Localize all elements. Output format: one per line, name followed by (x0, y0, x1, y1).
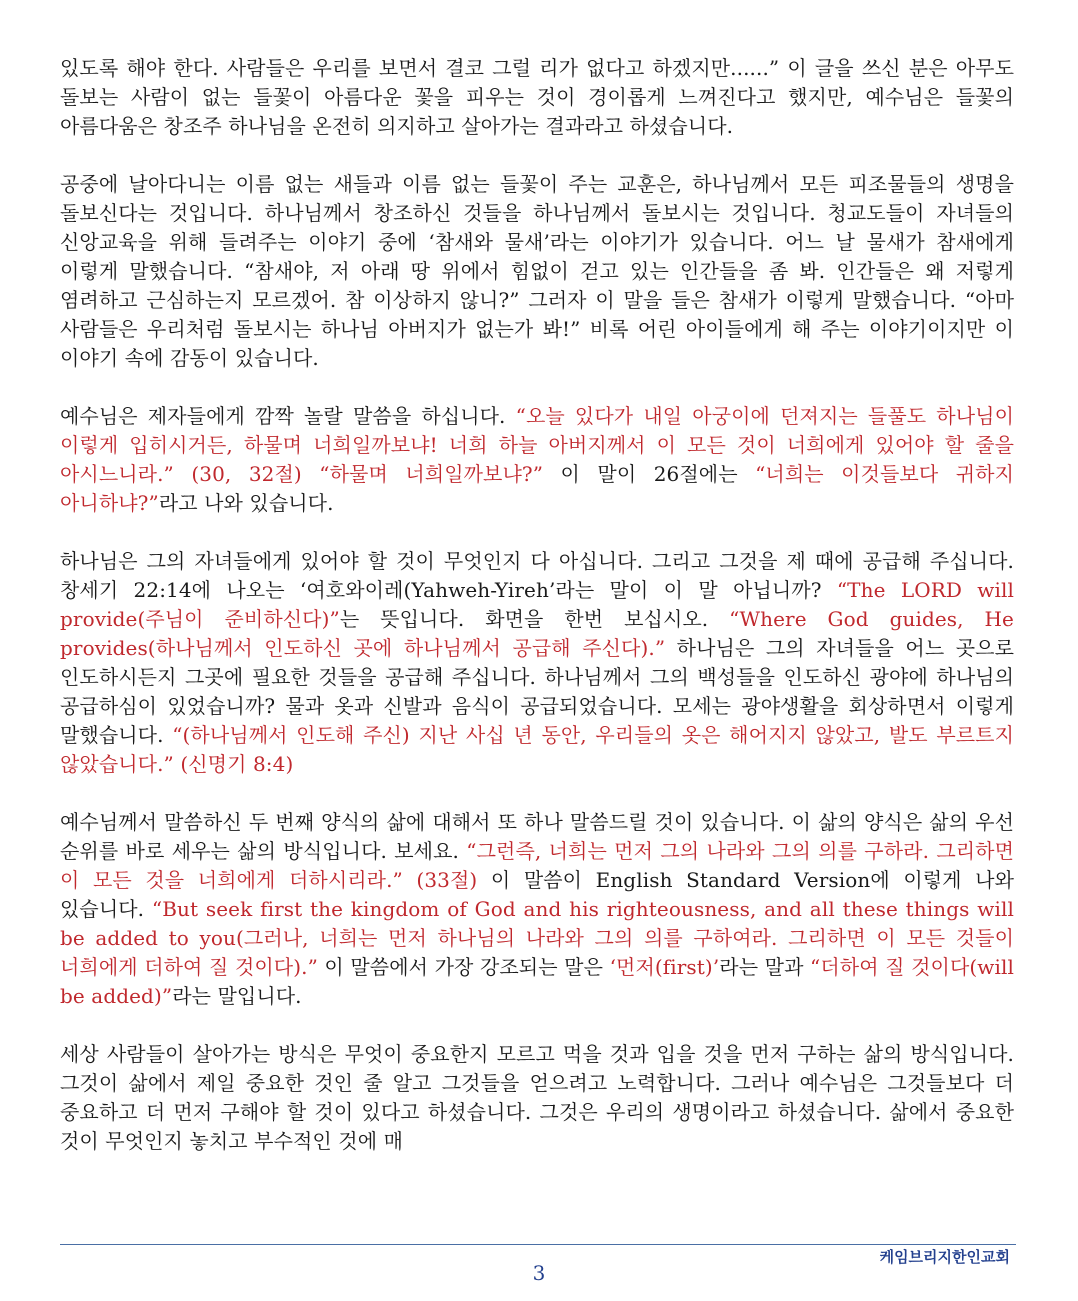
text-run: 세상 사람들이 살아가는 방식은 무엇이 중요한지 모르고 먹을 것과 입을 것을 먼저 구하는 삶의 방식입니다. 그것이 삶에서 제일 중요한 것인 줄 알고 그것들을 얻으려고 노력합니다. 그러나 예수님은 그것들보다 더 중요하고 더 먼저 구해야 할 것이 있다고 하셨습니다. 그것은 우리의 생명이라고 하셨습니다. 삶에서 중요한 것이 무엇인지 놓치고 부수적인 것에 매 (60, 1042, 1014, 1153)
text-run: 라는 말입니다. (172, 984, 302, 1008)
scripture-quote: “But seek first the kingdom of God and his righteousness, and all these things will be added to you(그러나, 너희는 먼저 하나님의 나라와 그의 의를 구하여라. 그리하면 이 모든 것들이 너희에게 더하여 질 것이다).” (60, 897, 1014, 979)
body-paragraph (60, 54, 1014, 141)
scripture-quote: “그런즉, 너희는 먼저 그의 나라와 그의 의를 구하라. 그리하면 이 모든 것을 너희에게 더하시리라.” (33절) (60, 839, 1015, 892)
scripture-quote: “너희는 이것들보다 귀하지 아니하냐?” (60, 462, 1015, 515)
scripture-quote: ‘먼저(first)’ (609, 955, 720, 979)
body-paragraph (60, 547, 1014, 779)
text-run: 예수님은 제자들에게 깜짝 놀랄 말씀을 하십니다. (60, 404, 516, 428)
scripture-quote: “오늘 있다가 내일 아궁이에 던져지는 들풀도 하나님이 이렇게 입히시거든, 하물며 너희일까보냐! 너희 하늘 아버지께서 이 모든 것이 너희에게 있어야 할 줄을 아시느니라.” (30, 32절) “하물며 너희일까보냐?” (60, 404, 1014, 486)
scripture-quote: “(하나님께서 인도해 주신) 지난 사십 년 동안, 우리들의 옷은 해어지지 않았고, 발도 부르트지 않았습니다.” (신명기 8:4) (60, 723, 1015, 776)
text-run: 이 말이 26절에는 (543, 462, 756, 486)
text-run: 하나님은 그의 자녀들에게 있어야 할 것이 무엇인지 다 아십니다. 그리고 그것을 제 때에 공급해 주십니다. 창세기 22:14에 나오는 ‘여호와이레(Yahweh-Yireh’라는 말이 이 말 아닙니까? (60, 549, 1014, 602)
text-run: 있도록 해야 한다. 사람들은 우리를 보면서 결코 그럴 리가 없다고 하겠지만......” 이 글을 쓰신 분은 아무도 돌보는 사람이 없는 들꽃이 아름다운 꽃을 피우는 것이 경이롭게 느껴진다고 했지만, 예수님은 들꽃의 아름다움은 창조주 하나님을 온전히 의지하고 살아가는 결과라고 하셨습니다. (60, 56, 1014, 138)
footer-divider (60, 1244, 1016, 1245)
text-run: 하나님은 그의 자녀들을 어느 곳으로 인도하시든지 그곳에 필요한 것들을 공급해 주십니다. 하나님께서 그의 백성들을 인도하신 광야에 하나님의 공급하심이 있었습니까? 물과 옷과 신발과 음식이 공급되었습니다. 모세는 광야생활을 회상하면서 이렇게 말했습니다. (60, 636, 1015, 747)
scripture-quote: “더하여 질 것이다(will be added)” (60, 955, 1014, 1008)
text-run: 라는 말과 (719, 955, 811, 979)
body-paragraph (60, 1040, 1014, 1156)
church-name: 케임브리지한인교회 (879, 1248, 1010, 1266)
text-run: 공중에 날아다니는 이름 없는 새들과 이름 없는 들꽃이 주는 교훈은, 하나님께서 모든 피조물들의 생명을 돌보신다는 것입니다. 하나님께서 창조하신 것들을 하나님께서 돌보시는 것입니다. 청교도들이 자녀들의 신앙교육을 위해 들려주는 이야기 중에 ‘참새와 물새’라는 이야기가 있습니다. 어느 날 물새가 참새에게 이렇게 말했습니다. “참새야, 저 아래 땅 위에서 힘없이 걷고 있는 인간들을 좀 봐. 인간들은 왜 저렇게 염려하고 근심하는지 모르겠어. 참 이상하지 않니?” 그러자 이 말을 들은 참새가 이렇게 말했습니다. “아마 사람들은 우리처럼 돌보시는 하나님 아버지가 없는가 봐!” 비록 어린 아이들에게 해 주는 이야기이지만 이 이야기 속에 감동이 있습니다. (60, 172, 1014, 370)
page-number: 3 (532, 1261, 546, 1285)
document-body (60, 54, 1014, 1185)
body-paragraph (60, 170, 1014, 373)
scripture-quote: “Where God guides, He provides(하나님께서 인도하신 곳에 하나님께서 공급해 주신다).” (60, 607, 1014, 660)
body-paragraph (60, 402, 1014, 518)
text-run: 예수님께서 말씀하신 두 번째 양식의 삶에 대해서 또 하나 말씀드릴 것이 있습니다. 이 삶의 양식은 삶의 우선 순위를 바로 세우는 삶의 방식입니다. 보세요. (60, 810, 1014, 863)
text-run: 이 말씀에서 가장 강조되는 말은 (317, 955, 610, 979)
text-run: 는 뜻입니다. 화면을 한번 보십시오. (339, 607, 730, 631)
body-paragraph (60, 808, 1014, 1011)
text-run: 라고 나와 있습니다. (158, 491, 334, 515)
scripture-quote: “The LORD will provide(주님이 준비하신다)” (60, 578, 1014, 631)
text-run: 이 말씀이 English Standard Version에 이렇게 나와 있습니다. (60, 868, 1014, 921)
